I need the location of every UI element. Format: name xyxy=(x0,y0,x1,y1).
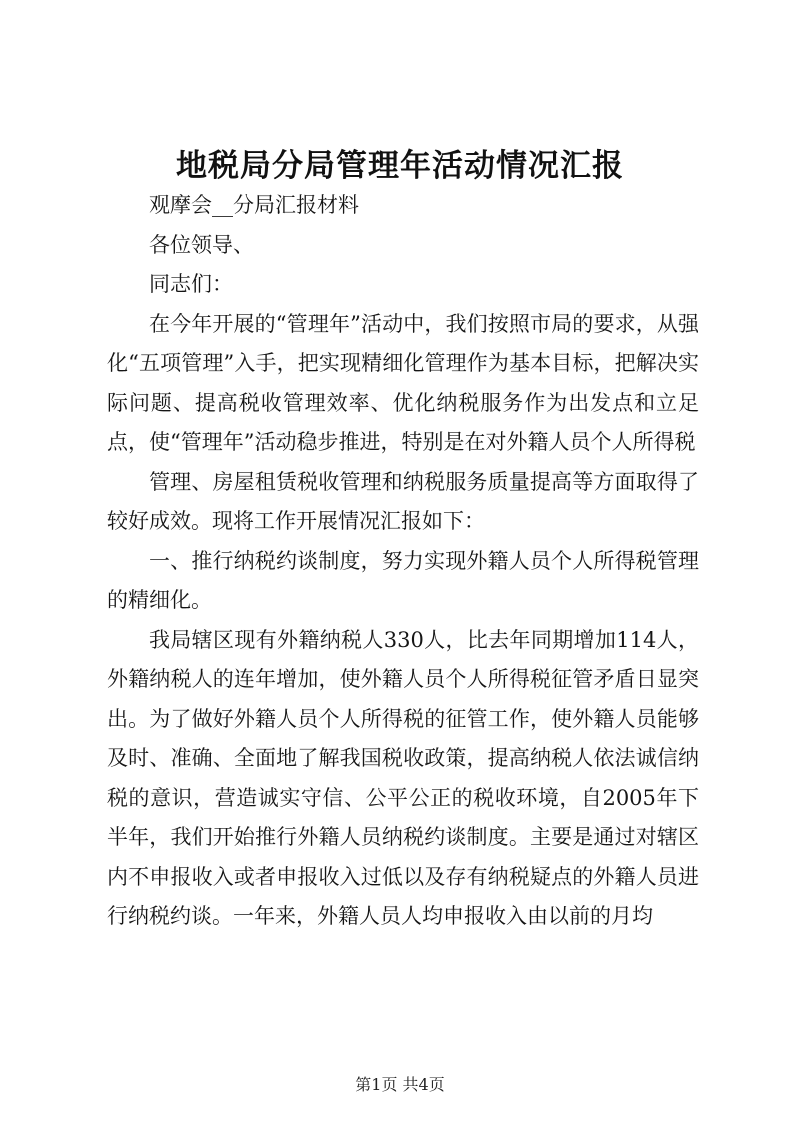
page-footer: 第1页 共4页 xyxy=(355,1075,445,1094)
paragraph-intro: 在今年开展的“管理年”活动中，我们按照市局的要求，从强化“五项管理”入手，把实现精细化管理作为基本目标，把解决实际问题、提高税收管理效率、优化纳税服务作为出发点和立足点，使“管理年”活动稳步推进，特别是在对外籍人员个人所得税 xyxy=(107,311,699,454)
paragraph-salutation-1: 各位领导、 xyxy=(149,232,254,257)
document-title: 地税局分局管理年活动情况汇报 xyxy=(176,148,624,184)
paragraph-section-body: 我局辖区现有外籍纳税人330人，比去年同期增加114人，外籍纳税人的连年增加，使外籍人员个人所得税征管矛盾日显突出。为了做好外籍人员个人所得税的征管工作，使外籍人员能够及时、准确、全面地了解我国税收政策，提高纳税人依法诚信纳税的意识，营造诚实守信、公平公正的税收环境，自2005年下半年，我们开始推行外籍人员纳税约谈制度。主要是通过对辖区内不申报收入或者申报收入过低以及存有纳税疑点的外籍人员进行纳税约谈。一年来，外籍人员人均申报收入由以前的月均 xyxy=(107,627,699,928)
paragraph-intro-continued: 管理、房屋租赁税收管理和纳税服务质量提高等方面取得了较好成效。现将工作开展情况汇报如下： xyxy=(107,469,699,533)
document-body xyxy=(107,186,699,937)
paragraph-salutation-2: 同志们： xyxy=(149,272,233,296)
paragraph-subtitle: 观摩会__分局汇报材料 xyxy=(149,193,359,217)
paragraph-section-heading: 一、推行纳税约谈制度，努力实现外籍人员个人所得税管理的精细化。 xyxy=(107,548,699,612)
